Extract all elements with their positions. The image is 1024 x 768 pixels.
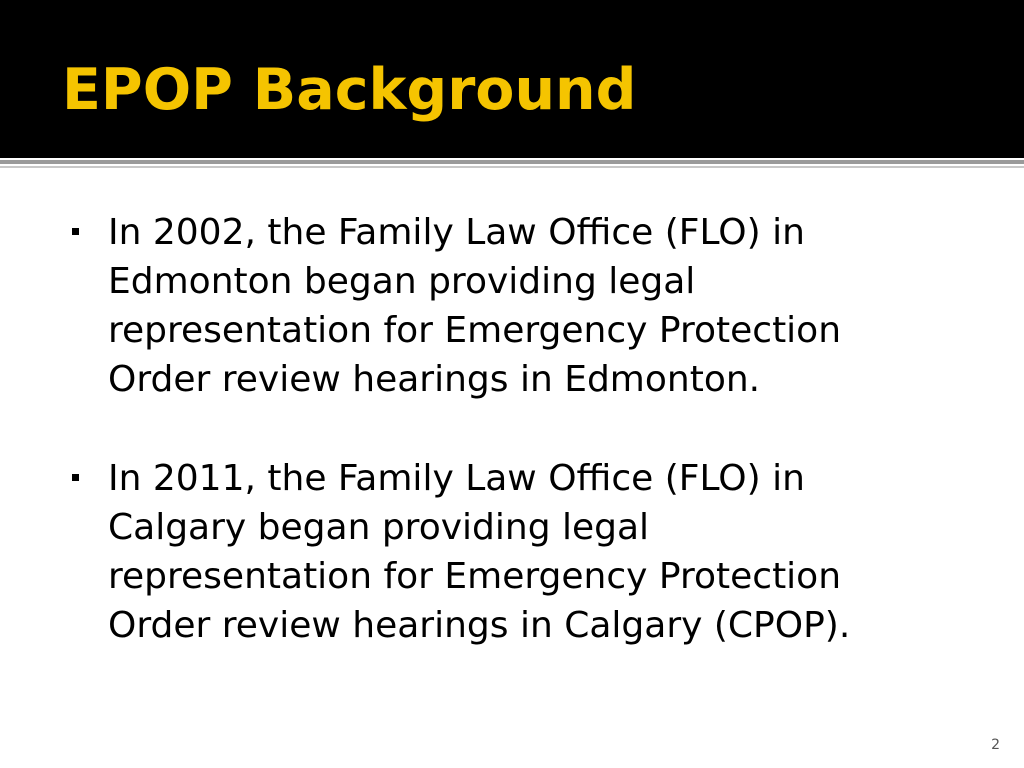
bullet-list <box>72 208 972 700</box>
page-number: 2 <box>991 737 1000 753</box>
slide-title: EPOP Background <box>62 57 637 123</box>
title-divider-thin <box>0 166 1024 168</box>
title-bar <box>0 0 1024 158</box>
bullet-text: In 2002, the Family Law Office (FLO) in Edmonton began providing legal representation for Emergency Protection Order review hearings in Edmonton. <box>108 212 842 400</box>
square-bullet-icon <box>72 474 79 481</box>
bullet-text: In 2011, the Family Law Office (FLO) in Calgary began providing legal representation for Emergency Protection Order review hearings in Calgary (CPOP). <box>108 458 851 646</box>
bullet-item <box>72 454 972 650</box>
square-bullet-icon <box>72 228 79 235</box>
title-divider-thick <box>0 160 1024 164</box>
bullet-item <box>72 208 972 404</box>
